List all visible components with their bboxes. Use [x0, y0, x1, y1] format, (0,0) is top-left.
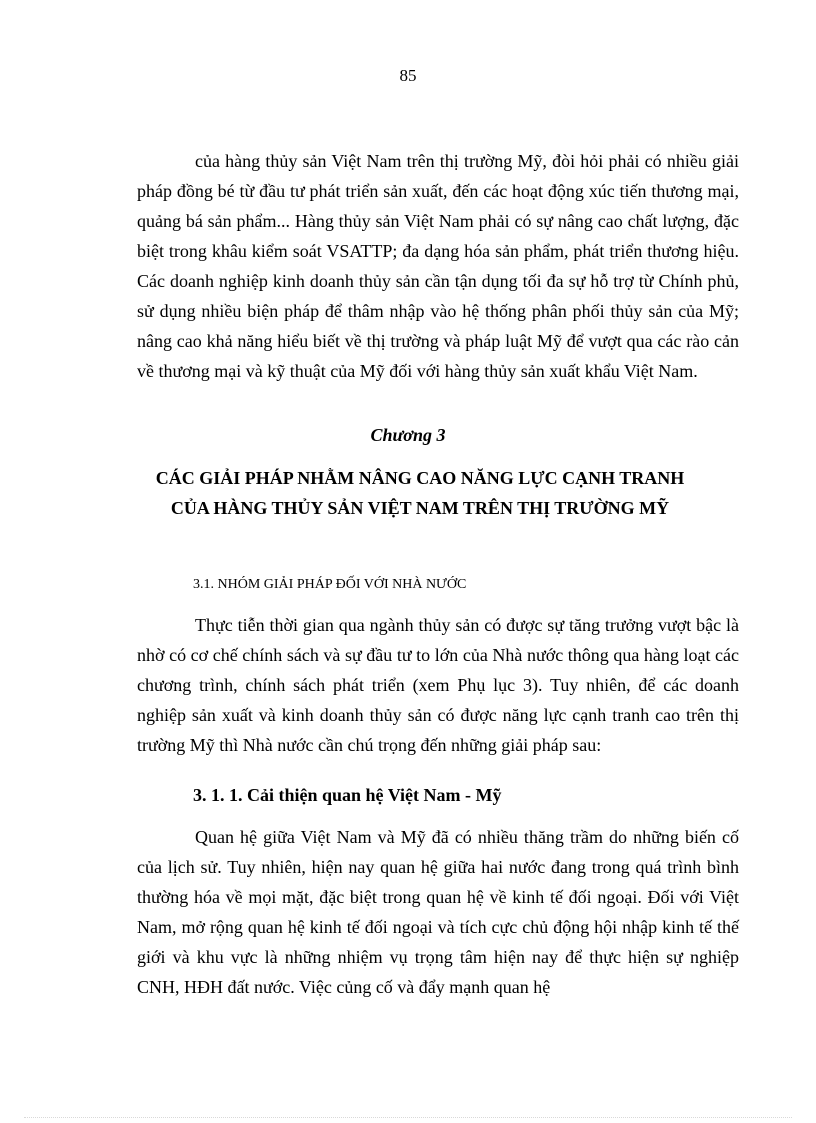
chapter-title — [120, 463, 720, 523]
chapter-title-line-2: CỦA HÀNG THỦY SẢN VIỆT NAM TRÊN THỊ TRƯỜNG MỸ — [170, 498, 670, 518]
section-heading: 3.1. NHÓM GIẢI PHÁP ĐỐI VỚI NHÀ NƯỚC — [193, 577, 467, 592]
page-bottom-divider — [24, 1117, 792, 1118]
chapter-title-line-1: CÁC GIẢI PHÁP NHẰM NÂNG CAO NĂNG LỰC CẠNH TRANH — [155, 468, 685, 488]
subsection-heading: 3. 1. 1. Cải thiện quan hệ Việt Nam - Mỹ — [193, 785, 502, 805]
body-paragraph-2: Thực tiễn thời gian qua ngành thủy sản có được sự tăng trưởng vượt bậc là nhờ có cơ chế chính sách và sự đầu tư to lớn của Nhà nước thông qua hàng loạt các chương trình, chính sách phát triển (xem Phụ lục 3). Tuy nhiên, để các doanh nghiệp sản xuất và kinh doanh thủy sản có được năng lực cạnh tranh cao trên thị trường Mỹ thì Nhà nước cần chú trọng đến những giải pháp sau: — [137, 615, 739, 755]
body-paragraph-1: của hàng thủy sản Việt Nam trên thị trường Mỹ, đòi hỏi phải có nhiều giải pháp đồng bé từ đầu tư phát triển sản xuất, đến các hoạt động xúc tiến thương mại, quảng bá sản phẩm... Hàng thủy sản Việt Nam phải có sự nâng cao chất lượng, đặc biệt trong khâu kiểm soát VSATTP; đa dạng hóa sản phẩm, phát triển thương hiệu. Các doanh nghiệp kinh doanh thủy sản cần tận dụng tối đa sự hỗ trợ từ Chính phủ, sử dụng nhiều biện pháp để thâm nhập vào hệ thống phân phối thủy sản của Mỹ; nâng cao khả năng hiểu biết về thị trường và pháp luật Mỹ để vượt qua các rào cản về thương mại và kỹ thuật của Mỹ đối với hàng thủy sản xuất khẩu Việt Nam. — [137, 151, 739, 381]
body-paragraph-3: Quan hệ giữa Việt Nam và Mỹ đã có nhiều thăng trầm do những biến cố của lịch sử. Tuy nhiên, hiện nay quan hệ giữa hai nước đang trong quá trình bình thường hóa về mọi mặt, đặc biệt trong quan hệ về kinh tế đối ngoại. Đối với Việt Nam, mở rộng quan hệ kinh tế đối ngoại và tích cực chủ động hội nhập kinh tế thế giới và khu vực là những nhiệm vụ trọng tâm hiện nay để thực hiện sự nghiệp CNH, HĐH đất nước. Việc củng cố và đẩy mạnh quan hệ — [137, 827, 739, 997]
page-number: 85 — [399, 66, 417, 85]
chapter-label: Chương 3 — [370, 425, 446, 445]
